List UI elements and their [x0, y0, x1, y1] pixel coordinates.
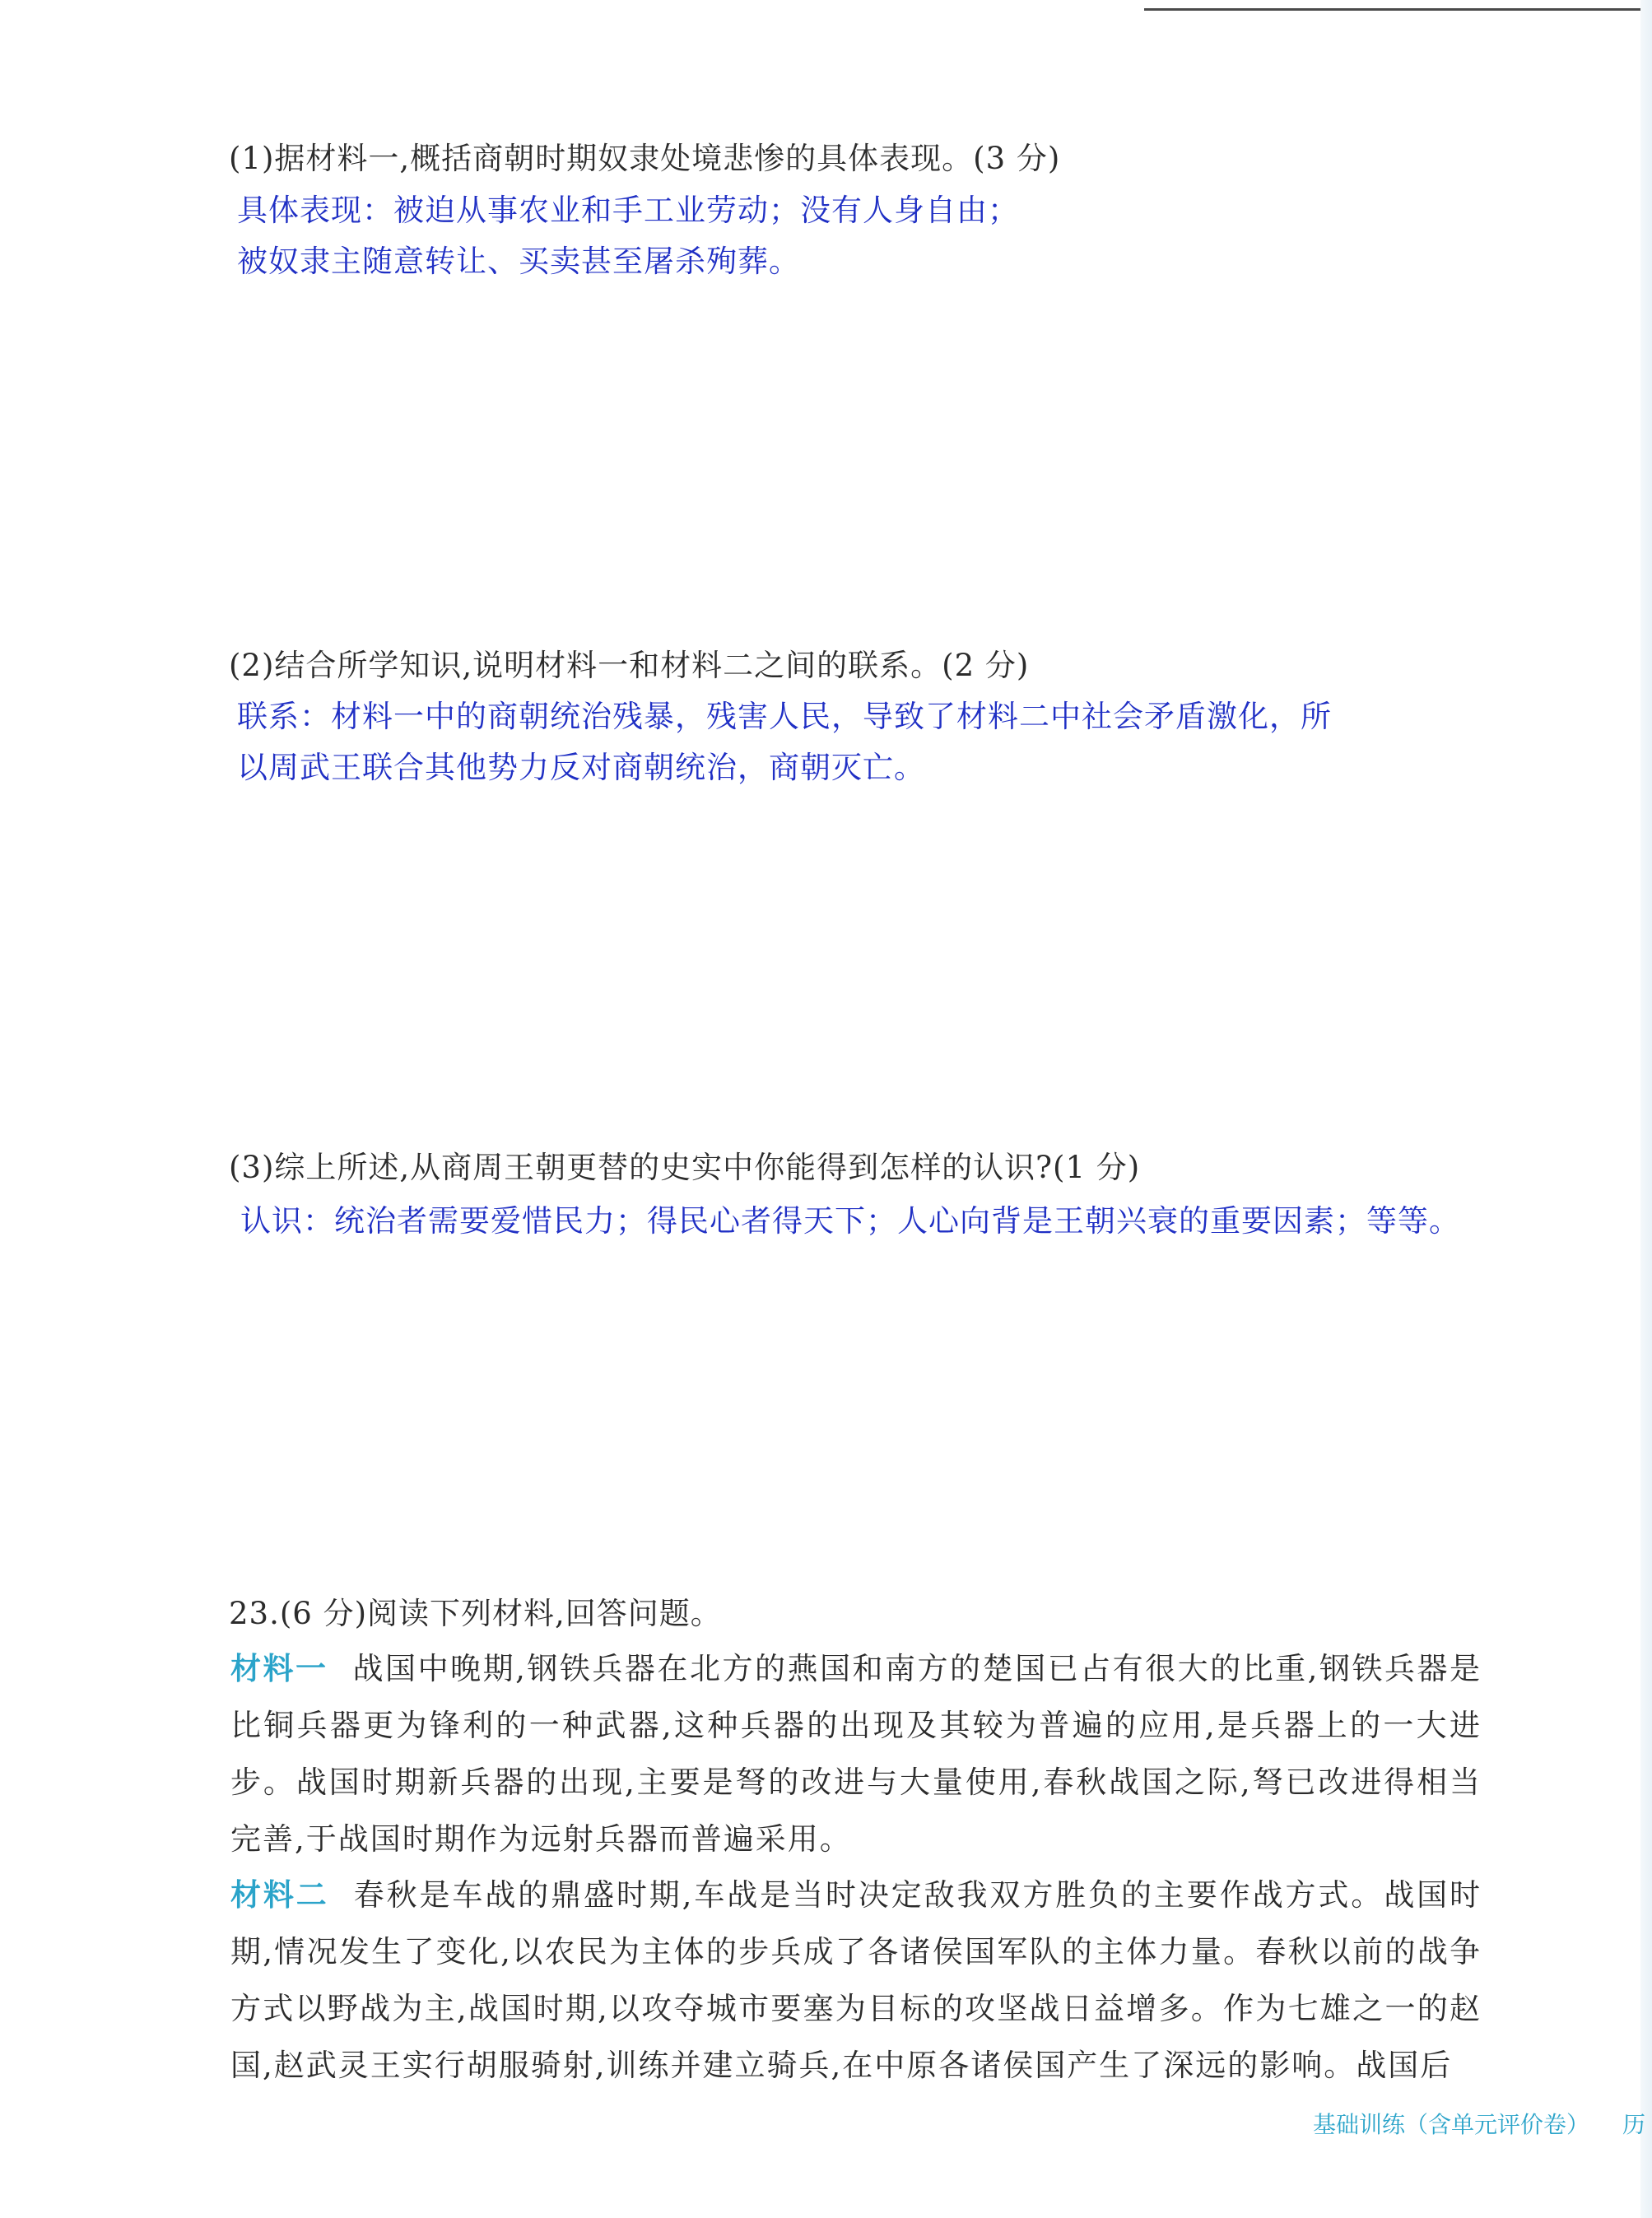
footer-suffix: 历: [1622, 2111, 1646, 2138]
answer-3-line-1: 认识：统治者需要爱惜民力；得民心者得天下；人心向背是王朝兴衰的重要因素；等等。: [240, 1203, 1460, 1239]
answer-1: [237, 185, 1019, 287]
question-23-heading: 23.(6 分)阅读下列材料,回答问题。: [229, 1596, 722, 1631]
answer-2-line-1: 联系：材料一中的商朝统治残暴，残害人民，导致了材料二中社会矛盾激化，所: [237, 699, 1332, 734]
question-3: (3)综上所述,从商周王朝更替的史实中你能得到怎样的认识?(1 分): [229, 1150, 1141, 1185]
top-rule: [1144, 8, 1652, 11]
footer-title: 基础训练（含单元评价卷）: [1313, 2111, 1590, 2138]
answer-1-line-1: 具体表现：被迫从事农业和手工业劳动；没有人身自由；: [237, 193, 1019, 228]
answer-2-line-2: 以周武王联合其他势力反对商朝统治，商朝灭亡。: [237, 750, 925, 785]
material-2-label: 材料二: [230, 1877, 329, 1913]
material-2: [230, 1867, 1482, 2094]
page-footer: [1313, 2107, 1645, 2140]
question-2: (2)结合所学知识,说明材料一和材料二之间的联系。(2 分): [229, 648, 1030, 683]
answer-1-line-2: 被奴隶主随意转让、买卖甚至屠杀殉葬。: [237, 244, 800, 279]
page-edge: [1640, 0, 1652, 2218]
answer-3: [240, 1196, 1460, 1247]
material-1-label: 材料一: [230, 1651, 328, 1686]
material-1: [230, 1640, 1482, 1867]
question-1: (1)据材料一,概括商朝时期奴隶处境悲惨的具体表现。(3 分): [229, 141, 1061, 176]
material-1-text: 战国中晚期,钢铁兵器在北方的燕国和南方的楚国已占有很大的比重,钢铁兵器是比铜兵器更为锋利的一种武器,这种兵器的出现及其较为普遍的应用,是兵器上的一大进步。战国时期新兵器的出现,主要是弩的改进与大量使用,春秋战国之际,弩已改进得相当完善,于战国时期作为远射兵器而普遍采用。: [230, 1651, 1482, 1857]
answer-2: [237, 691, 1332, 793]
material-2-text: 春秋是车战的鼎盛时期,车战是当时决定敌我双方胜负的主要作战方式。战国时期,情况发生了变化,以农民为主体的步兵成了各诸侯国军队的主体力量。春秋以前的战争方式以野战为主,战国时期,以攻夺城市要塞为目标的攻坚战日益增多。作为七雄之一的赵国,赵武灵王实行胡服骑射,训练并建立骑兵,在中原各诸侯国产生了深远的影响。战国后: [230, 1877, 1482, 2083]
